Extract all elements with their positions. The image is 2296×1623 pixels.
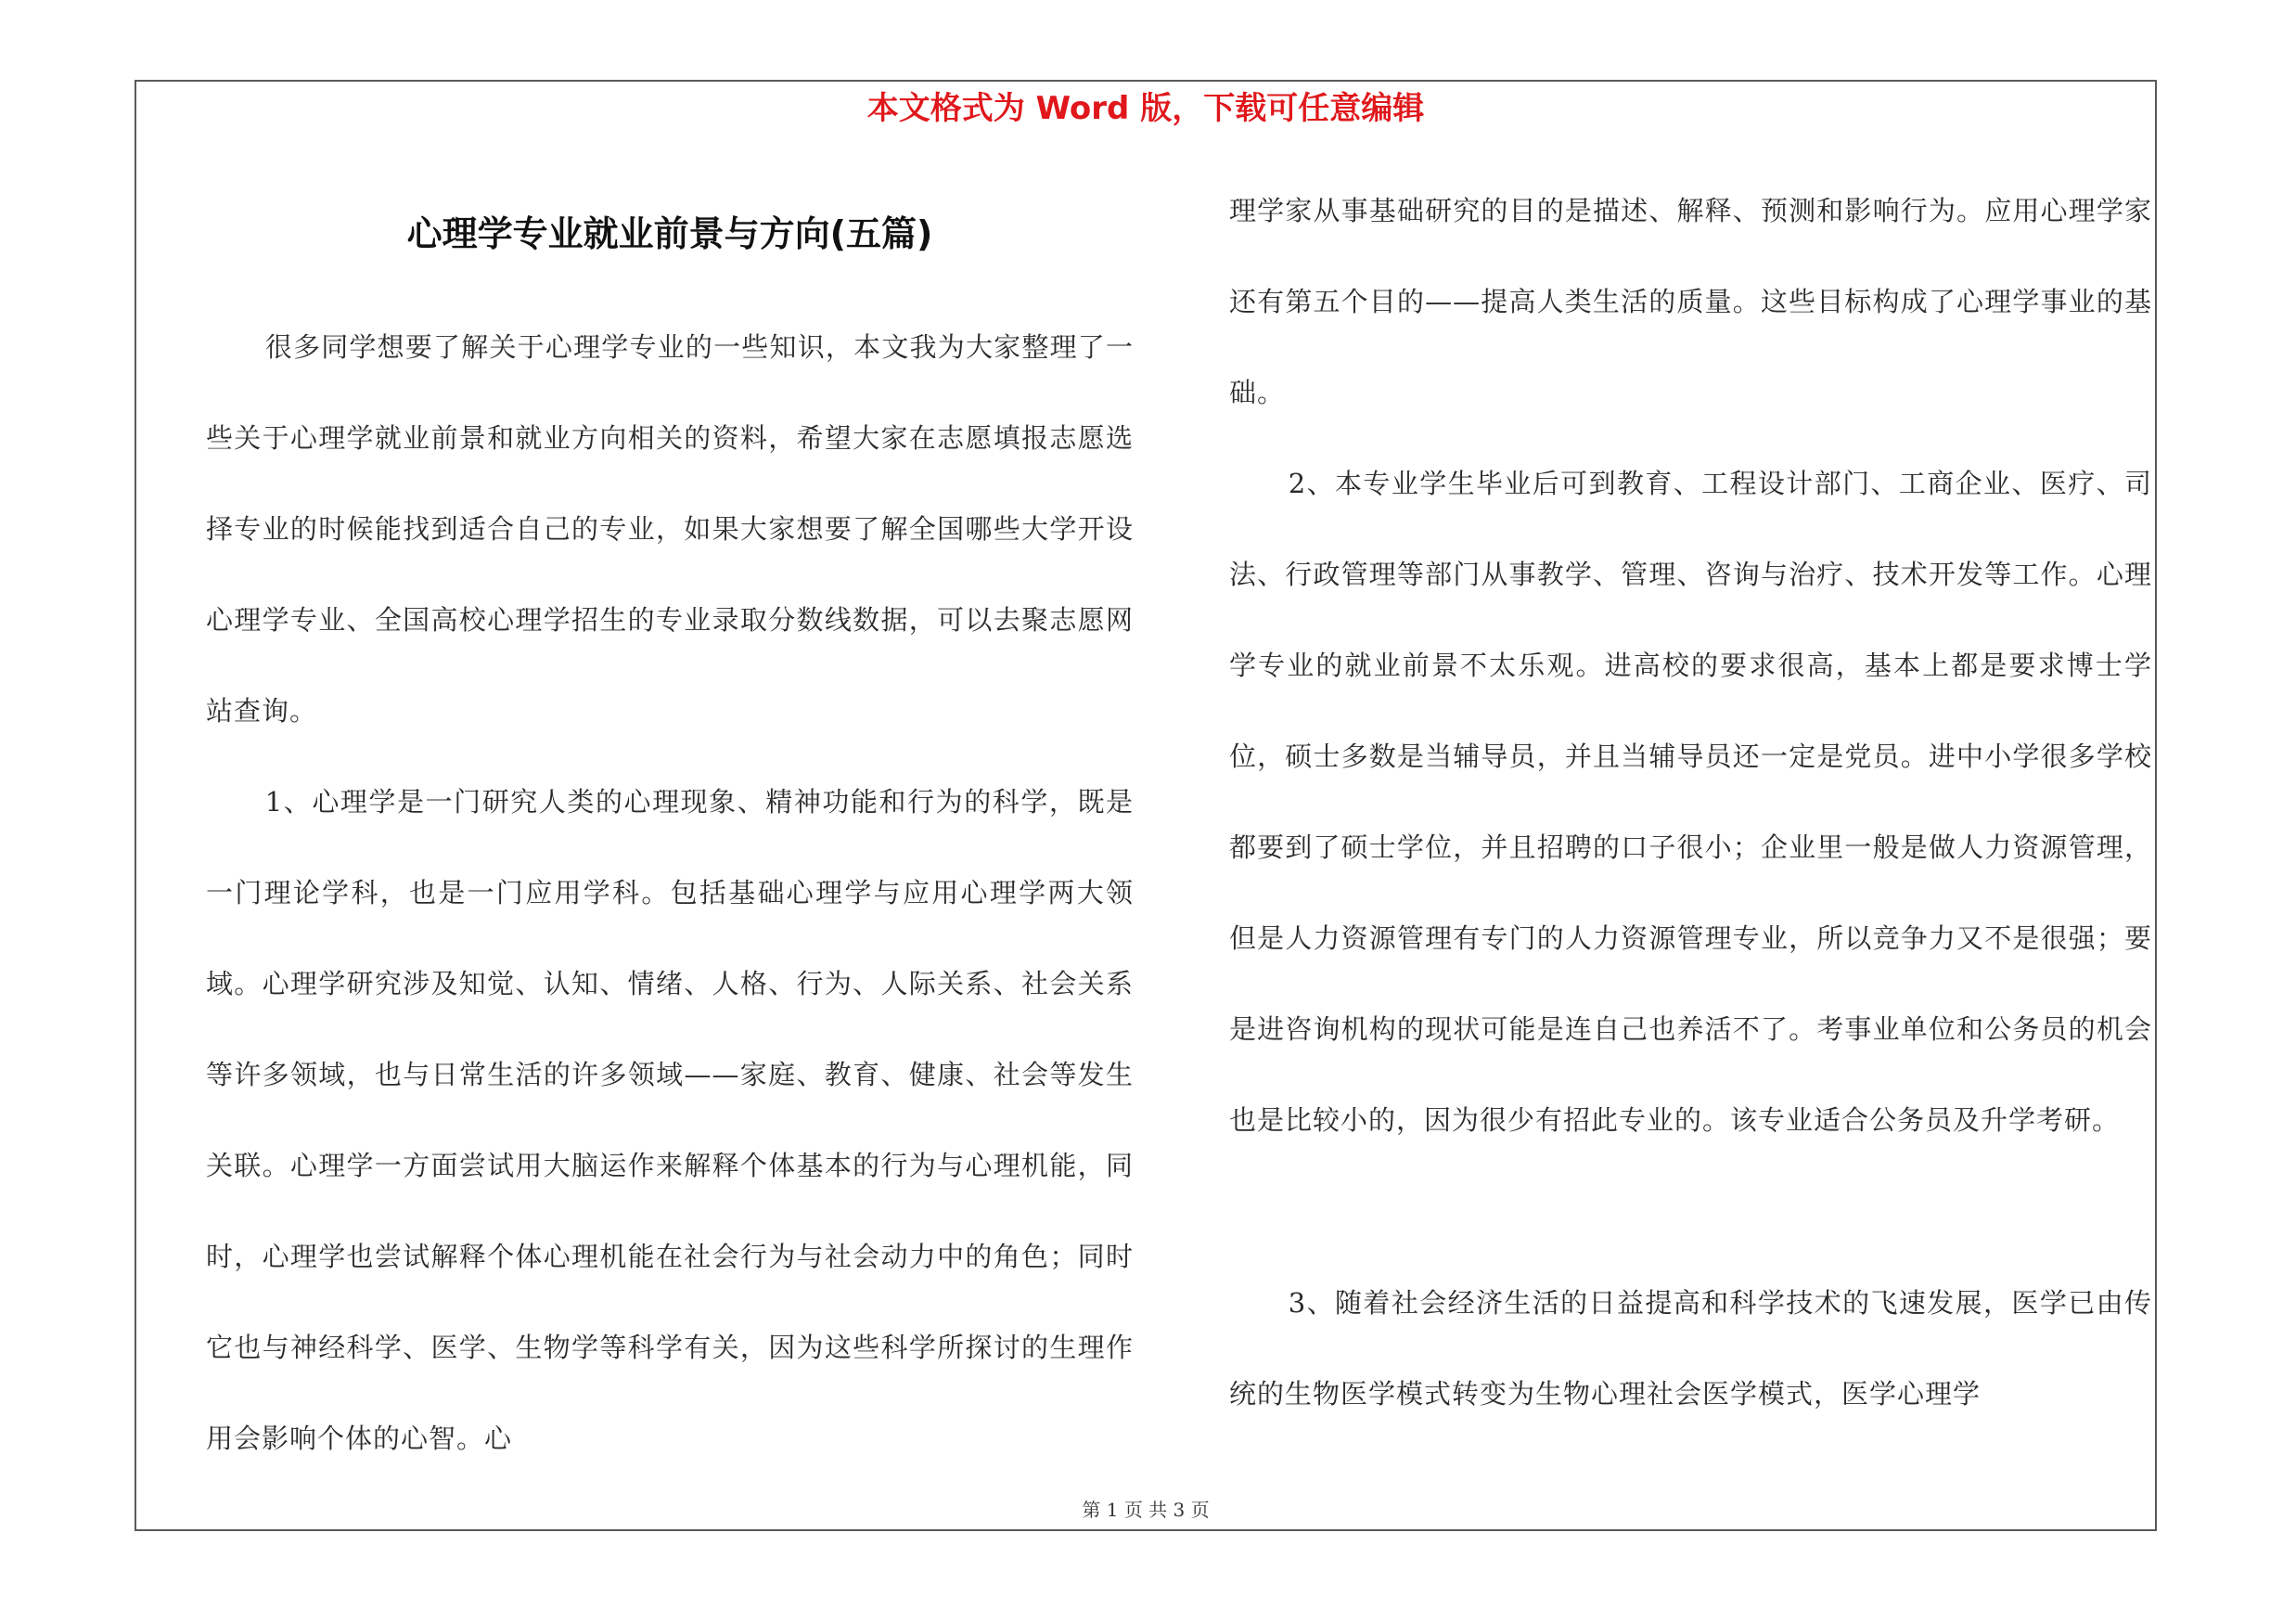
point-1-paragraph: 1、心理学是一门研究人类的心理现象、精神功能和行为的科学，既是一门理论学科，也是一门应用学科。包括基础心理学与应用心理学两大领域。心理学研究涉及知觉、认知、情绪、人格、行为、人际关系、社会关系等许多领域，也与日常生活的许多领域——家庭、教育、健康、社会等发生关联。心理学一方面尝试用大脑运作来解释个体基本的行为与心理机能，同时，心理学也尝试解释个体心理机能在社会行为与社会动力中的角色；同时它也与神经科学、医学、生物学等科学有关，因为这些科学所探讨的生理作用会影响个体的心智。心 xyxy=(206,786,1134,1454)
point-3-paragraph: 3、随着社会经济生活的日益提高和科学技术的飞速发展，医学已由传统的生物医学模式转变为生物心理社会医学模式，医学心理学 xyxy=(1229,1287,2152,1410)
intro-paragraph: 很多同学想要了解关于心理学专业的一些知识，本文我为大家整理了一些关于心理学就业前景和就业方向相关的资料，希望大家在志愿填报志愿选择专业的时候能找到适合自己的专业，如果大家想要了解全国哪些大学开设心理学专业、全国高校心理学招生的专业录取分数线数据，可以去聚志愿网站查询。 xyxy=(206,331,1134,727)
continuation-paragraph: 理学家从事基础研究的目的是描述、解释、预测和影响行为。应用心理学家还有第五个目的——提高人类生活的质量。这些目标构成了心理学事业的基础。 xyxy=(1229,195,2152,408)
point-2-paragraph: 2、本专业学生毕业后可到教育、工程设计部门、工商企业、医疗、司法、行政管理等部门从事教学、管理、咨询与治疗、技术开发等工作。心理学专业的就业前景不太乐观。进高校的要求很高，基本上都是要求博士学位，硕士多数是当辅导员，并且当辅导员还一定是党员。进中小学很多学校都要到了硕士学位，并且招聘的口子很小；企业里一般是做人力资源管理，但是人力资源管理有专门的人力资源管理专业，所以竞争力又不是很强；要是进咨询机构的现状可能是连自己也养活不了。考事业单位和公务员的机会也是比较小的，因为很少有招此专业的。该专业适合公务员及升学考研。 xyxy=(1229,468,2152,1136)
format-notice-banner: 本文格式为 Word 版，下载可任意编辑 xyxy=(866,90,1425,127)
document-title: 心理学专业就业前景与方向(五篇) xyxy=(406,213,933,254)
page-number: 第 1 页 共 3 页 xyxy=(1082,1499,1210,1521)
